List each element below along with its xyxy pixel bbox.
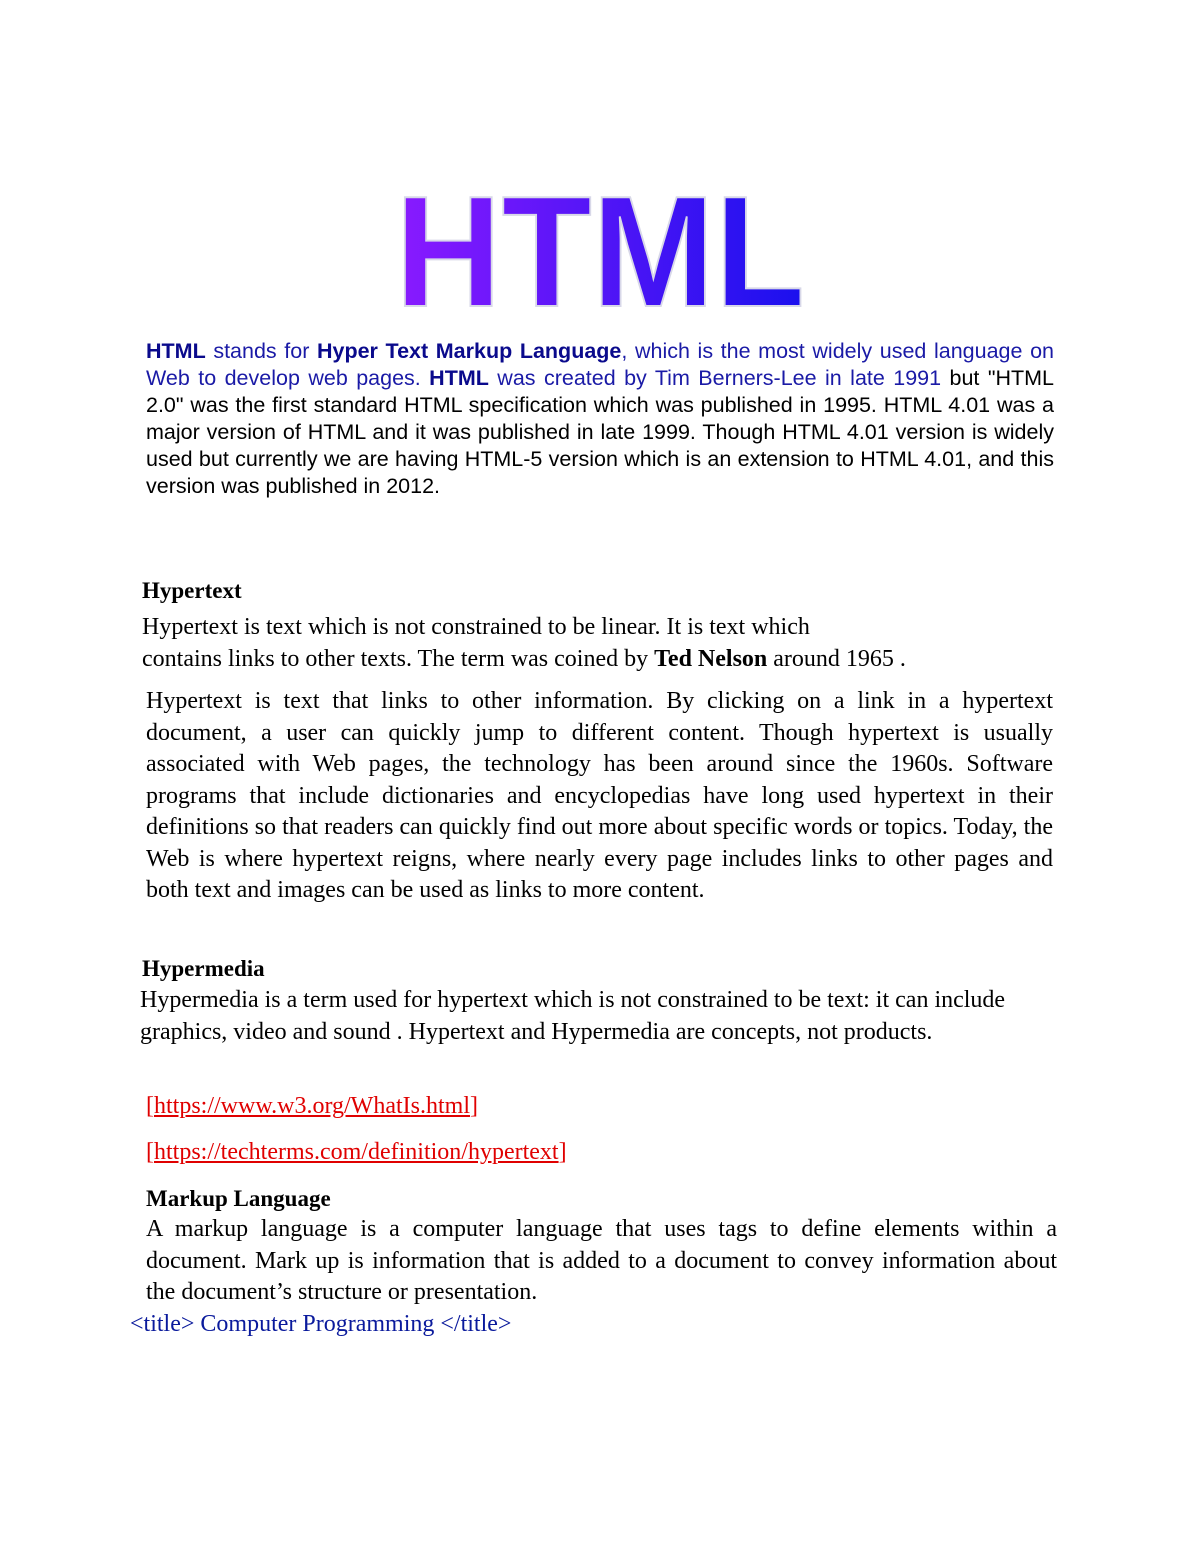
intro-text: , which is the most widely used language on Web to develop web pages. — [146, 339, 1054, 390]
intro-text: but "HTML 2.0" was the first standard HTML specification which was published in 1995. HTML 4.01 was a major version of HTML and it was published in late 1999. Though HTML 4.01 version is widely used but currently we are having HTML-5 version which is an extension to HTML 4.01, and this version was published in 2012. — [146, 366, 1054, 498]
hypertext-line-2 — [142, 644, 906, 676]
hypermedia-paragraph: Hypermedia is a term used for hypertext which is not constrained to be text: it can include graphics, video and sound . Hypertext and Hypermedia are concepts, not products. — [140, 987, 1006, 1045]
hypertext-paragraph: Hypertext is text that links to other information. By clicking on a link in a hypertext document, a user can quickly jump to different content. Though hypertext is usually associated with Web pages, the technology has been around since the 1960s. Software programs that include dictionaries and encyclopedias have long used hypertext in their definitions so that readers can quickly find out more about specific words or topics. Today, the Web is where hypertext reigns, where nearly every page includes links to other pages and both text and images can be used as links to more content. — [146, 688, 1053, 903]
html-logo — [390, 186, 810, 314]
markup-paragraph: A markup language is a computer language that uses tags to define elements within a document. Mark up is information that is added to a document to convey information about the document’s structure or presentation. — [146, 1216, 1057, 1305]
logo-text: HTML — [395, 186, 805, 314]
reference-link-w3 — [146, 1091, 478, 1122]
hypertext-line-2-text: contains links to other texts. The term was coined by — [142, 646, 655, 672]
bracket: ] — [558, 1139, 567, 1165]
hypermedia-heading: Hypermedia — [142, 956, 265, 981]
intro-text: was created by Tim Berners-Lee in late 1991 — [488, 366, 942, 390]
techterms-link[interactable]: https://techterms.com/definition/hypertext — [154, 1139, 559, 1165]
bracket: [ — [146, 1093, 154, 1119]
w3-link[interactable]: https://www.w3.org/WhatIs.html — [154, 1093, 470, 1119]
title-tag-example: <title> Computer Programming </title> — [130, 1311, 512, 1337]
hypertext-line-1: Hypertext is text which is not constrained to be linear. It is text which — [142, 614, 810, 640]
hypertext-line-2-end: around 1965 . — [767, 646, 906, 672]
intro-term-hypertext: Hyper Text Markup Language — [316, 339, 622, 363]
reference-link-techterms — [146, 1137, 567, 1168]
intro-paragraph — [146, 338, 1054, 500]
bracket: [ — [146, 1139, 154, 1165]
intro-term-html: HTML — [146, 339, 206, 363]
markup-heading: Markup Language — [146, 1186, 331, 1211]
intro-text: stands for — [205, 339, 317, 363]
bracket: ] — [469, 1093, 478, 1119]
ted-nelson: Ted Nelson — [654, 646, 768, 672]
hypertext-heading: Hypertext — [142, 578, 242, 603]
intro-term-html-2: HTML — [429, 366, 489, 390]
